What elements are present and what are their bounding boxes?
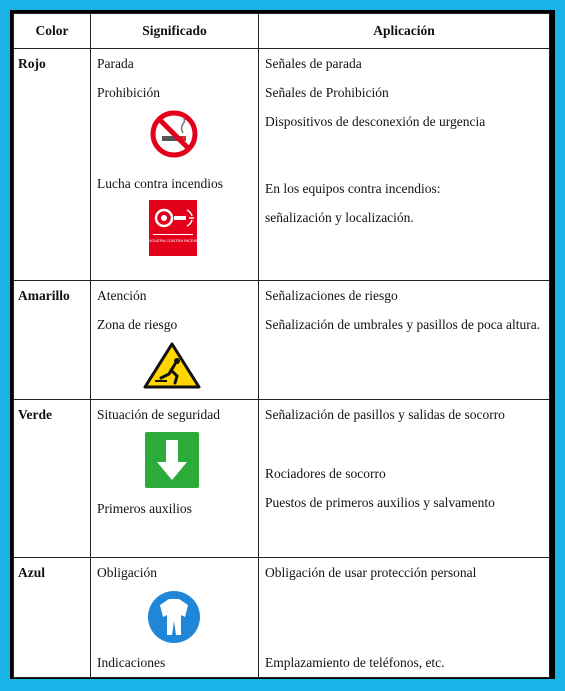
application-item: Emplazamiento de teléfonos, etc. <box>265 655 445 670</box>
down-arrow-exit-sign-icon <box>97 429 252 494</box>
application-item: Señalización de umbrales y pasillos de poca altura. <box>265 317 541 332</box>
application-item: Señalización de pasillos y salidas de socorro <box>265 407 505 422</box>
header-significado: Significado <box>91 14 259 49</box>
color-name: Amarillo <box>14 281 91 400</box>
application-cell <box>259 558 550 678</box>
header-aplicacion: Aplicación <box>259 14 550 49</box>
table-row-rojo <box>14 49 550 281</box>
table-header-row <box>14 14 550 49</box>
table-row-azul <box>14 558 550 678</box>
application-item: Rociadores de socorro <box>265 466 386 481</box>
header-color: Color <box>14 14 91 49</box>
meaning-cell <box>91 558 259 678</box>
meaning-item: Lucha contra incendios <box>97 176 223 191</box>
table-row-amarillo <box>14 281 550 400</box>
application-item: Señales de parada <box>265 56 362 71</box>
meaning-item: Situación de seguridad <box>97 407 220 422</box>
application-item: Puestos de primeros auxilios y salvamento <box>265 495 495 510</box>
fire-hose-sign-text: MANGUERA CONTRA INCENDIO <box>142 238 204 243</box>
meaning-cell <box>91 400 259 558</box>
color-name: Verde <box>14 400 91 558</box>
application-item: señalización y localización. <box>265 210 414 225</box>
application-cell <box>259 281 550 400</box>
meaning-cell <box>91 49 259 281</box>
no-smoking-sign-icon <box>97 107 252 169</box>
application-cell <box>259 400 550 558</box>
meaning-item: Obligación <box>97 565 157 580</box>
meaning-item: Zona de riesgo <box>97 317 178 332</box>
meaning-item: Primeros auxilios <box>97 501 192 516</box>
table-row-verde <box>14 400 550 558</box>
fire-hose-sign-icon <box>97 198 252 266</box>
application-item: Obligación de usar protección personal <box>265 565 477 580</box>
meaning-item: Indicaciones <box>97 655 166 670</box>
application-item: Dispositivos de desconexión de urgencia <box>265 114 486 129</box>
application-item: Señales de Prohibición <box>265 85 389 100</box>
protective-suit-mandatory-icon <box>97 587 252 648</box>
application-item: En los equipos contra incendios: <box>265 181 441 196</box>
color-meaning-table <box>13 13 550 678</box>
meaning-item: Prohibición <box>97 85 160 100</box>
meaning-cell <box>91 281 259 400</box>
meaning-item: Atención <box>97 288 147 303</box>
application-item: Señalizaciones de riesgo <box>265 288 398 303</box>
application-cell <box>259 49 550 281</box>
color-name: Azul <box>14 558 91 678</box>
color-name: Rojo <box>14 49 91 281</box>
fall-hazard-warning-icon <box>97 339 252 399</box>
meaning-item: Parada <box>97 56 134 71</box>
